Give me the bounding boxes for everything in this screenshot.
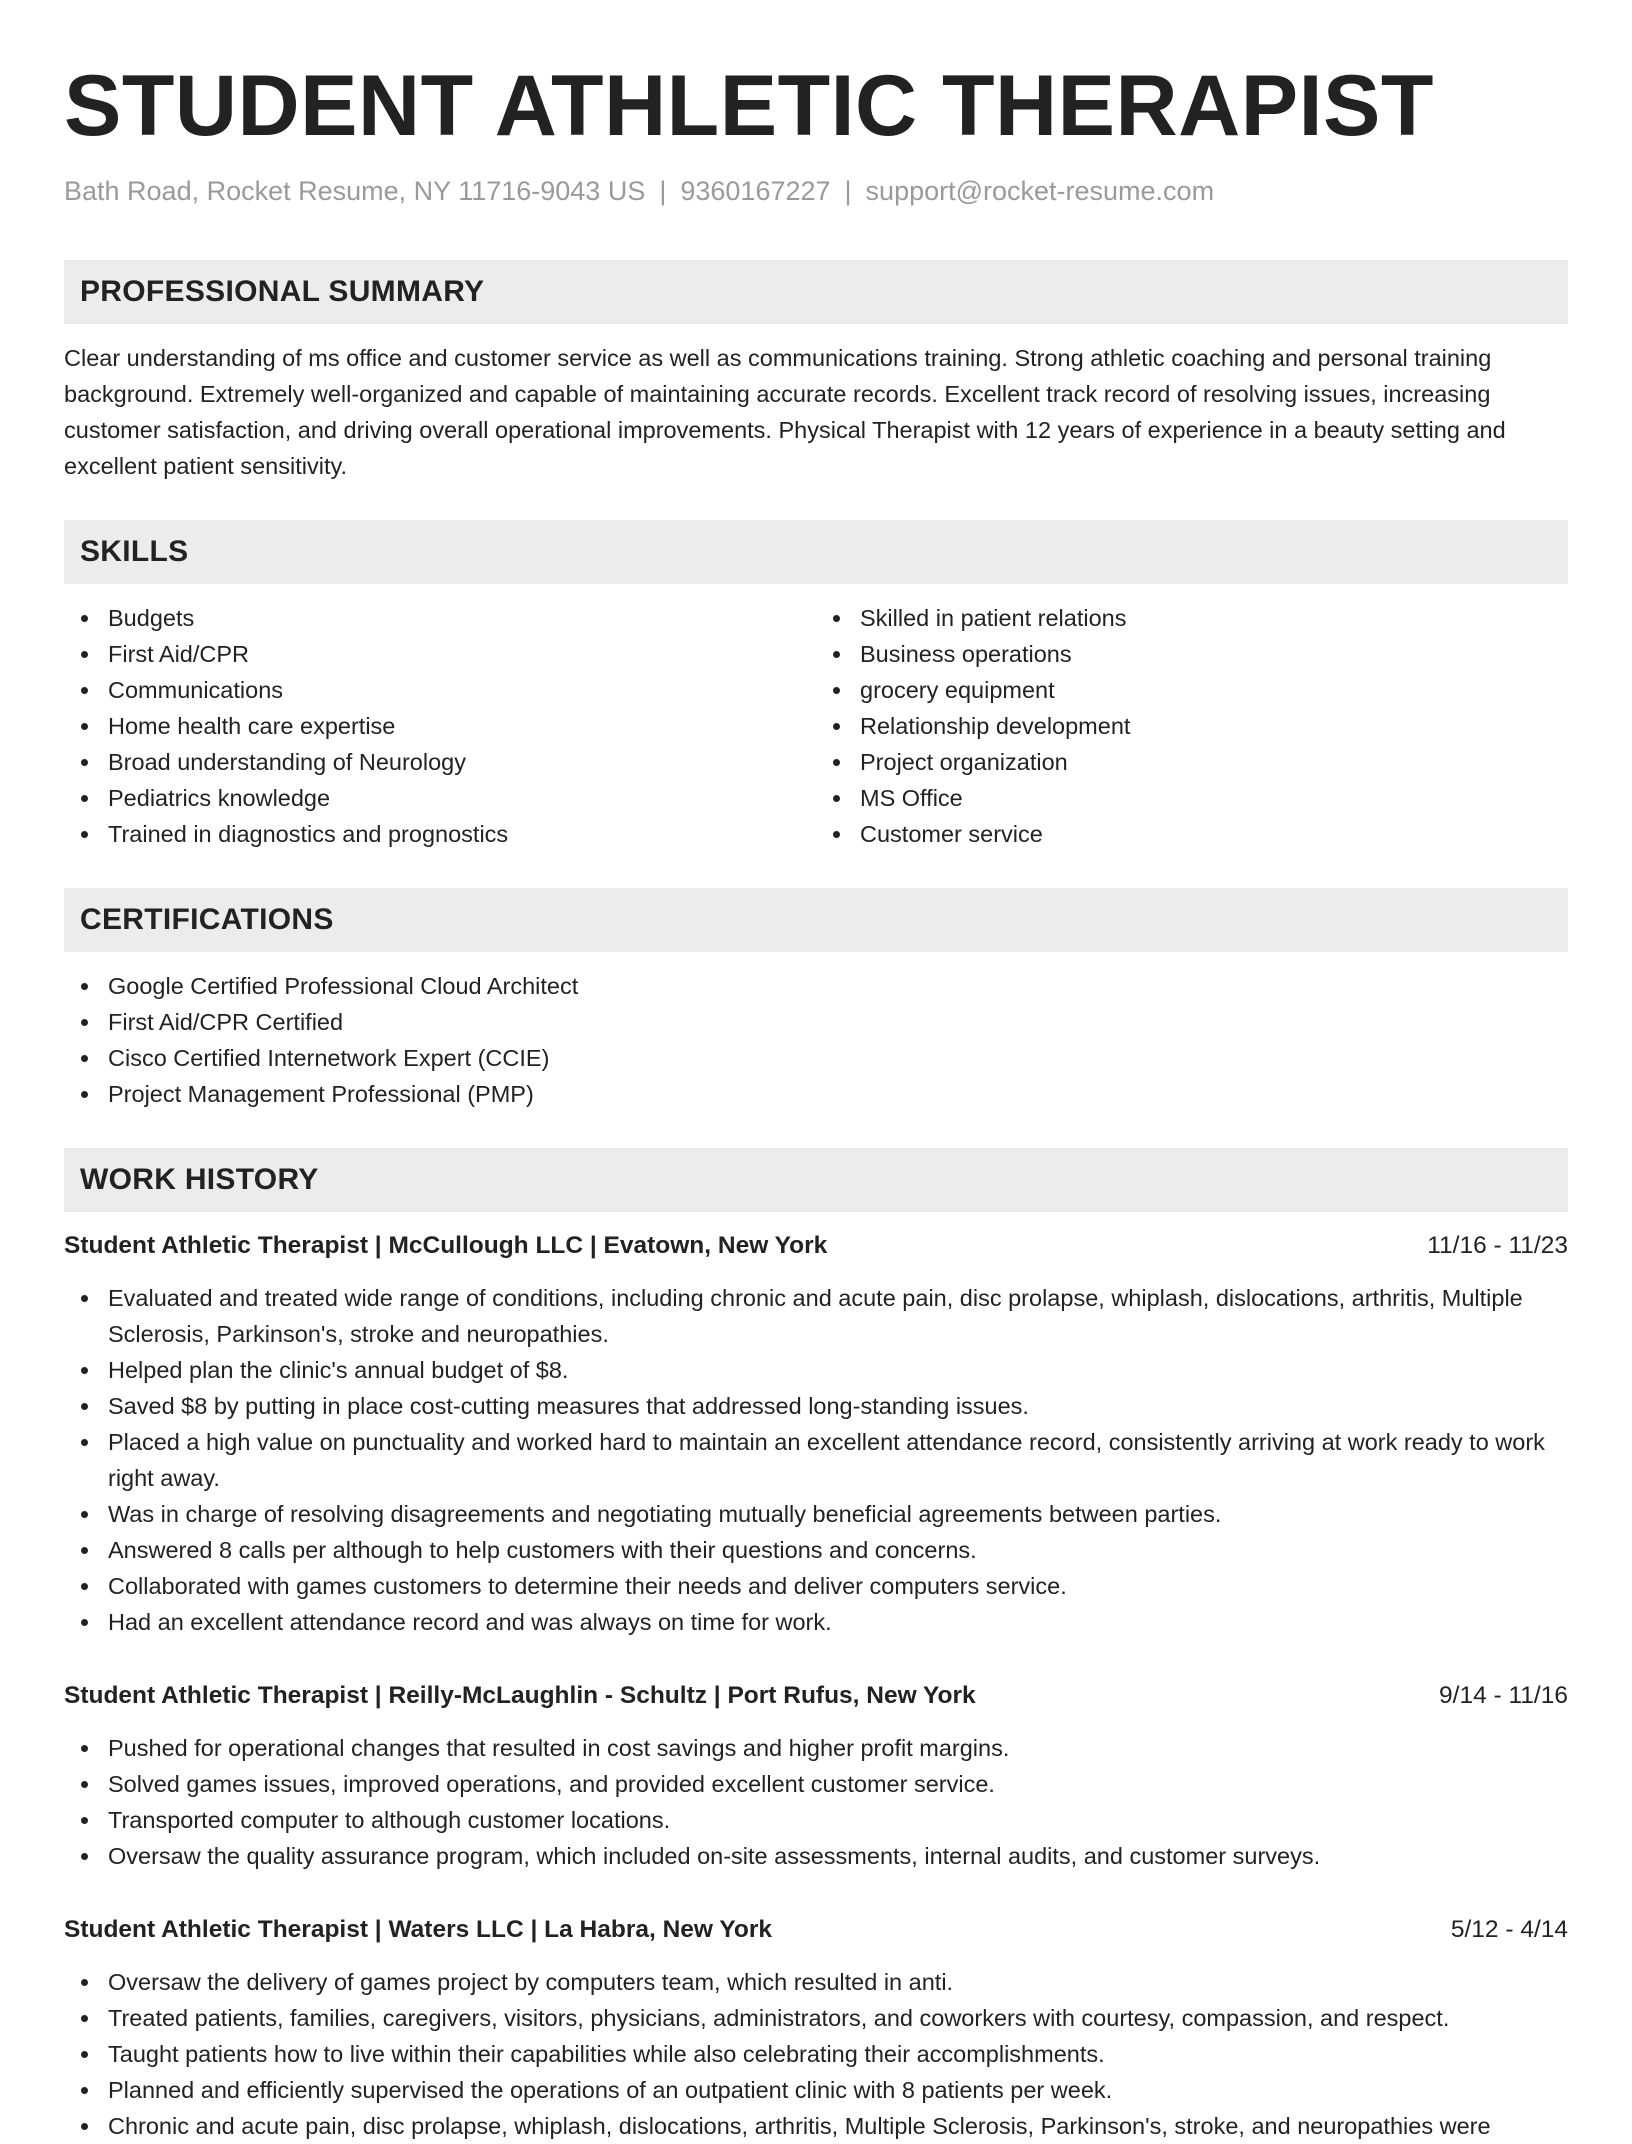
list-item: Helped plan the clinic's annual budget of $8. [108, 1352, 1568, 1388]
list-item: Transported computer to although customer locations. [108, 1802, 1568, 1838]
list-item: Skilled in patient relations [860, 600, 1568, 636]
job-dates: 9/14 - 11/16 [1439, 1682, 1568, 1709]
list-item: Project Management Professional (PMP) [108, 1076, 1568, 1112]
list-item: Collaborated with games customers to determine their needs and deliver computers service. [108, 1568, 1568, 1604]
job-header [64, 1678, 1568, 1714]
job-dates: 5/12 - 4/14 [1450, 1916, 1568, 1943]
list-item: Pushed for operational changes that resulted in cost savings and higher profit margins. [108, 1730, 1568, 1766]
list-item: Oversaw the quality assurance program, which included on-site assessments, internal audits, and customer surveys. [108, 1838, 1568, 1874]
candidate-name: STUDENT ATHLETIC THERAPIST [64, 58, 1434, 154]
contact-email: support@rocket-resume.com [865, 176, 1215, 206]
list-item: Planned and efficiently supervised the operations of an outpatient clinic with 8 patients per week. [108, 2072, 1568, 2108]
certifications-list [64, 968, 1568, 1112]
list-item: Was in charge of resolving disagreements and negotiating mutually beneficial agreements between parties. [108, 1496, 1568, 1532]
job-header [64, 1912, 1568, 1948]
list-item: Oversaw the delivery of games project by computers team, which resulted in anti. [108, 1964, 1568, 2000]
list-item: Google Certified Professional Cloud Architect [108, 968, 1568, 1004]
section-heading-summary: PROFESSIONAL SUMMARY [64, 260, 1568, 324]
contact-address: Bath Road, Rocket Resume, NY 11716-9043 US [64, 176, 646, 206]
list-item: Pediatrics knowledge [108, 780, 816, 816]
list-item: Business operations [860, 636, 1568, 672]
list-item: MS Office [860, 780, 1568, 816]
section-heading-work-history: WORK HISTORY [64, 1148, 1568, 1212]
list-item: Saved $8 by putting in place cost-cutting measures that addressed long-standing issues. [108, 1388, 1568, 1424]
contact-separator: | [844, 176, 852, 206]
list-item: First Aid/CPR [108, 636, 816, 672]
list-item: Placed a high value on punctuality and worked hard to maintain an excellent attendance record, consistently arriving at work ready to work right away. [108, 1424, 1568, 1496]
job-header [64, 1228, 1568, 1264]
job-title: Student Athletic Therapist | McCullough LLC | Evatown, New York [64, 1232, 828, 1259]
list-item: Chronic and acute pain, disc prolapse, whiplash, dislocations, arthritis, Multiple Sclerosis, Parkinson's, stroke, and neuropathies were [108, 2108, 1568, 2144]
contact-line [64, 174, 1568, 208]
list-item: Taught patients how to live within their capabilities while also celebrating their accomplishments. [108, 2036, 1568, 2072]
list-item: Budgets [108, 600, 816, 636]
skills-list-right [816, 600, 1568, 852]
list-item: Trained in diagnostics and prognostics [108, 816, 816, 852]
list-item: grocery equipment [860, 672, 1568, 708]
contact-phone: 9360167227 [680, 176, 831, 206]
list-item: Evaluated and treated wide range of conditions, including chronic and acute pain, disc prolapse, whiplash, dislocations, arthritis, Multiple Sclerosis, Parkinson's, stroke and neuropathies. [108, 1280, 1568, 1352]
list-item: Solved games issues, improved operations, and provided excellent customer service. [108, 1766, 1568, 1802]
list-item: Treated patients, families, caregivers, visitors, physicians, administrators, and coworkers with courtesy, compassion, and respect. [108, 2000, 1568, 2036]
section-heading-skills: SKILLS [64, 520, 1568, 584]
section-heading-certifications: CERTIFICATIONS [64, 888, 1568, 952]
contact-separator: | [659, 176, 667, 206]
job-title: Student Athletic Therapist | Waters LLC | La Habra, New York [64, 1916, 772, 1943]
list-item: Had an excellent attendance record and was always on time for work. [108, 1604, 1568, 1640]
list-item: Project organization [860, 744, 1568, 780]
list-item: Relationship development [860, 708, 1568, 744]
list-item: First Aid/CPR Certified [108, 1004, 1568, 1040]
list-item: Communications [108, 672, 816, 708]
list-item: Answered 8 calls per although to help customers with their questions and concerns. [108, 1532, 1568, 1568]
list-item: Home health care expertise [108, 708, 816, 744]
summary-text: Clear understanding of ms office and customer service as well as communications training. Strong athletic coaching and personal training background. Extremely well-organized and capable of maintaining accurate records. Excellent track record of resolving issues, increasing customer satisfaction, and driving overall operational improvements. Physical Therapist with 12 years of experience in a beauty setting and excellent patient sensitivity. [64, 345, 1506, 479]
skills-columns [64, 600, 1568, 852]
list-item: Customer service [860, 816, 1568, 852]
job-title: Student Athletic Therapist | Reilly-McLaughlin - Schultz | Port Rufus, New York [64, 1682, 976, 1709]
list-item: Cisco Certified Internetwork Expert (CCIE) [108, 1040, 1568, 1076]
job-bullets [64, 1280, 1568, 1640]
skills-list-left [64, 600, 816, 852]
list-item: Broad understanding of Neurology [108, 744, 816, 780]
job-bullets [64, 1730, 1568, 1874]
job-dates: 11/16 - 11/23 [1427, 1232, 1568, 1259]
job-bullets [64, 1964, 1568, 2144]
